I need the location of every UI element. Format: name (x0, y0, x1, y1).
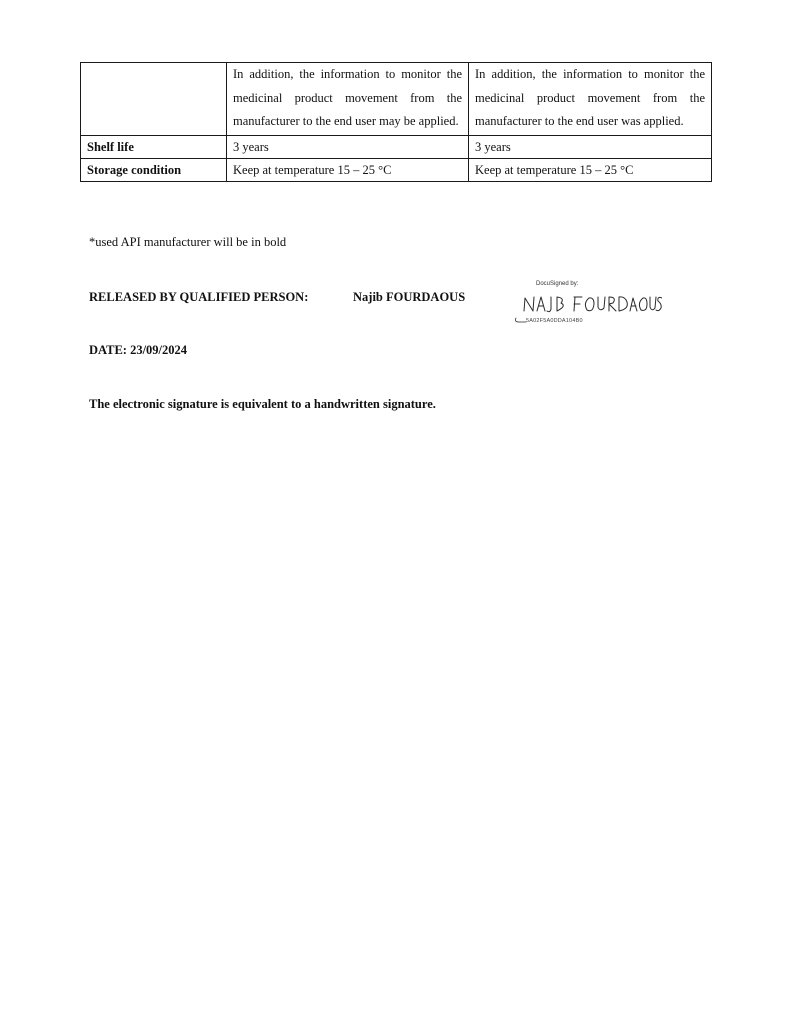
electronic-signature-statement: The electronic signature is equivalent to a handwritten signature. (89, 397, 436, 411)
row-label-cell (81, 135, 227, 158)
specification-table (80, 62, 712, 182)
release-date: DATE: 23/09/2024 (89, 343, 188, 357)
table-row (81, 158, 712, 181)
api-manufacturer-note: *used API manufacturer will be in bold (89, 235, 287, 249)
docusign-signature (512, 281, 662, 331)
signature-caption: DocuSigned by: (536, 281, 579, 287)
cell-text: 3 years (233, 139, 269, 154)
row-label-cell (81, 63, 227, 136)
released-by-line (89, 290, 466, 305)
approved-value-cell (227, 158, 469, 181)
cell-text: In addition, the information to monitor the medicinal product movement from the manufacturer to the end user was applied. (475, 67, 705, 128)
proposed-value-cell (469, 135, 712, 158)
cell-text: 3 years (475, 139, 511, 154)
approved-value-cell (227, 135, 469, 158)
cell-text: Keep at temperature 15 – 25 °C (233, 162, 392, 177)
released-by-label: RELEASED BY QUALIFIED PERSON: (89, 290, 309, 304)
row-label: Storage condition (87, 162, 182, 177)
row-label-cell (81, 158, 227, 181)
table-row (81, 135, 712, 158)
row-label: Shelf life (87, 139, 134, 154)
proposed-value-cell (469, 158, 712, 181)
qualified-person-name: Najib FOURDAOUS (353, 290, 466, 304)
signature-id: 5A02F5A0DDA104B0 (526, 318, 583, 324)
proposed-value-cell (469, 63, 712, 136)
approved-value-cell (227, 63, 469, 136)
table-row (81, 63, 712, 136)
cell-text: In addition, the information to monitor the medicinal product movement from the manufacturer to the end user may be applied. (233, 67, 462, 128)
cell-text: Keep at temperature 15 – 25 °C (475, 162, 634, 177)
